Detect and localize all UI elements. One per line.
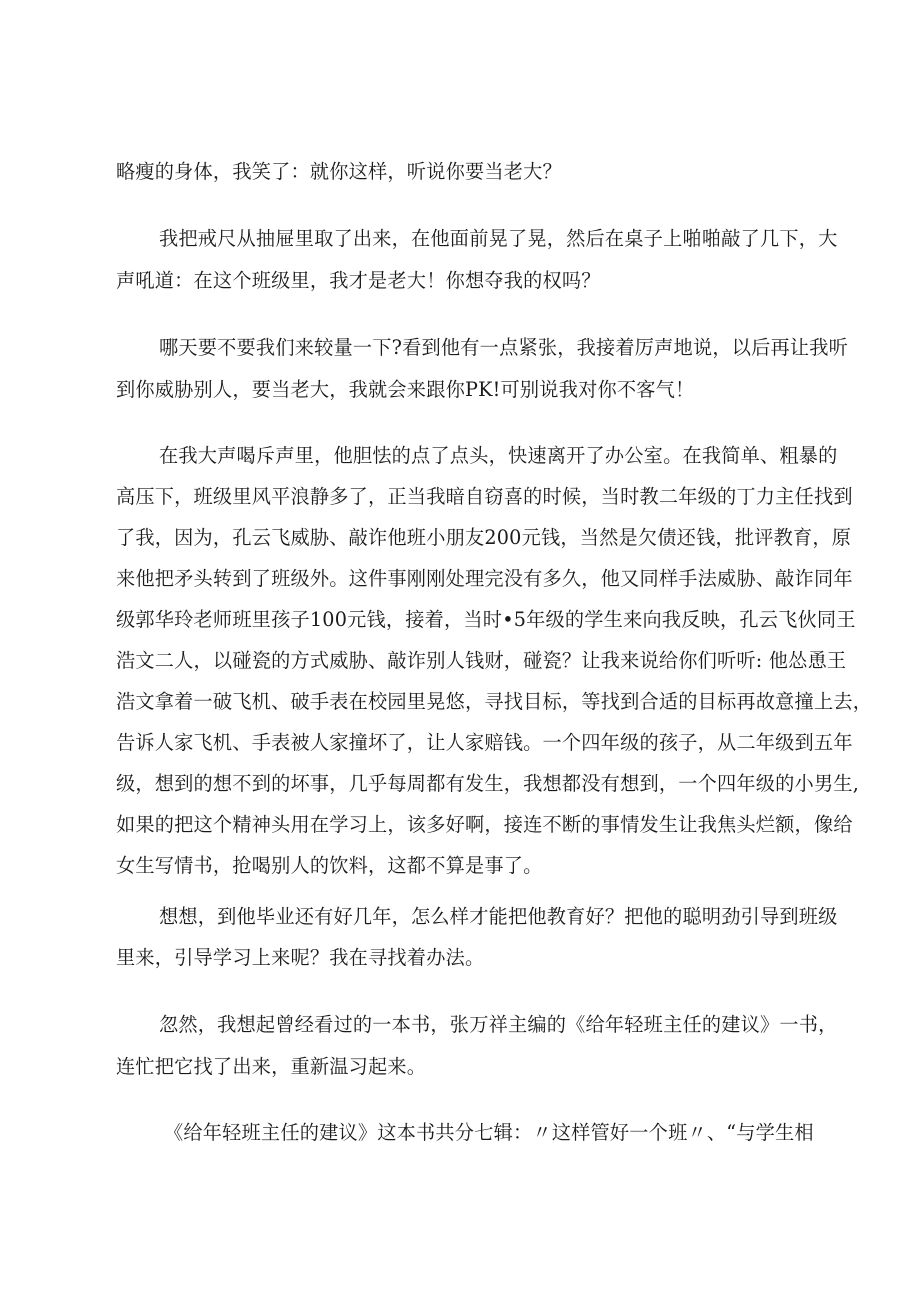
text-line: 了我，因为，孔云飞威胁、敲诈他班小朋友200元钱，当然是欠债还钱，批评教育，原 bbox=[116, 526, 852, 549]
text-line: 来他把矛头转到了班级外。这件事刚刚处理完没有多久，他又同样手法威胁、敲诈同年 bbox=[116, 567, 853, 590]
text-line: 到你威胁别人，要当老大，我就会来跟你PK!可别说我对你不客气！ bbox=[116, 378, 695, 401]
text-line: 浩文二人，以碰瓷的方式威胁、敲诈别人钱财，碰瓷？让我来说给你们听听: 他怂恿王 bbox=[116, 649, 847, 672]
text-line: 《给年轻班主任的建议》这本书共分七辑：〃这样管好一个班〃、“与学生相 bbox=[164, 1121, 814, 1144]
text-line: 哪天要不要我们来较量一下?看到他有一点紧张，我接着厉声地说，以后再让我听 bbox=[159, 336, 849, 359]
text-line: 高压下，班级里风平浪静多了，正当我暗自窃喜的时候，当时教二年级的丁力主任找到 bbox=[116, 485, 853, 508]
text-line: 连忙把它找了出来，重新温习起来。 bbox=[116, 1055, 427, 1078]
text-line: 里来，引导学习上来呢？我在寻找着办法。 bbox=[116, 946, 485, 969]
text-line: 浩文拿着一破飞机、破手表在校园里晃悠，寻找目标，等找到合适的目标再故意撞上去， bbox=[116, 690, 873, 713]
text-line: 我把戒尺从抽屉里取了出来，在他面前晃了晃，然后在桌子上啪啪敲了几下，大 bbox=[159, 227, 838, 250]
text-line: 告诉人家飞机、手表被人家撞坏了，让人家赔钱。一个四年级的孩子，从二年级到五年 bbox=[116, 731, 853, 754]
text-line: 略瘦的身体，我笑了：就你这样，听说你要当老大？ bbox=[116, 160, 562, 183]
text-line: 如果的把这个精神头用在学习上，该多好啊，接连不断的事情发生让我焦头烂额，像给 bbox=[116, 813, 853, 836]
text-line: 女生写情书，抢喝别人的饮料，这都不算是事了。 bbox=[116, 854, 543, 877]
text-line: 在我大声喝斥声里，他胆怯的点了点头，快速离开了办公室。在我简单、粗暴的 bbox=[159, 444, 838, 467]
text-line: 级郭华玲老师班里孩子100元钱，接着，当时•5年级的学生来向我反映，孔云飞伙同王 bbox=[116, 608, 856, 631]
text-line: 级，想到的想不到的坏事，几乎每周都有发生，我想都没有想到，一个四年级的小男生, bbox=[116, 772, 860, 795]
text-line: 忽然，我想起曾经看过的一本书，张万祥主编的《给年轻班主任的建议》一书， bbox=[159, 1013, 838, 1036]
text-line: 声吼道：在这个班级里，我才是老大！你想夺我的权吗？ bbox=[116, 269, 601, 292]
text-line: 想想，到他毕业还有好几年，怎么样才能把他教育好？把他的聪明劲引导到班级 bbox=[159, 905, 838, 928]
